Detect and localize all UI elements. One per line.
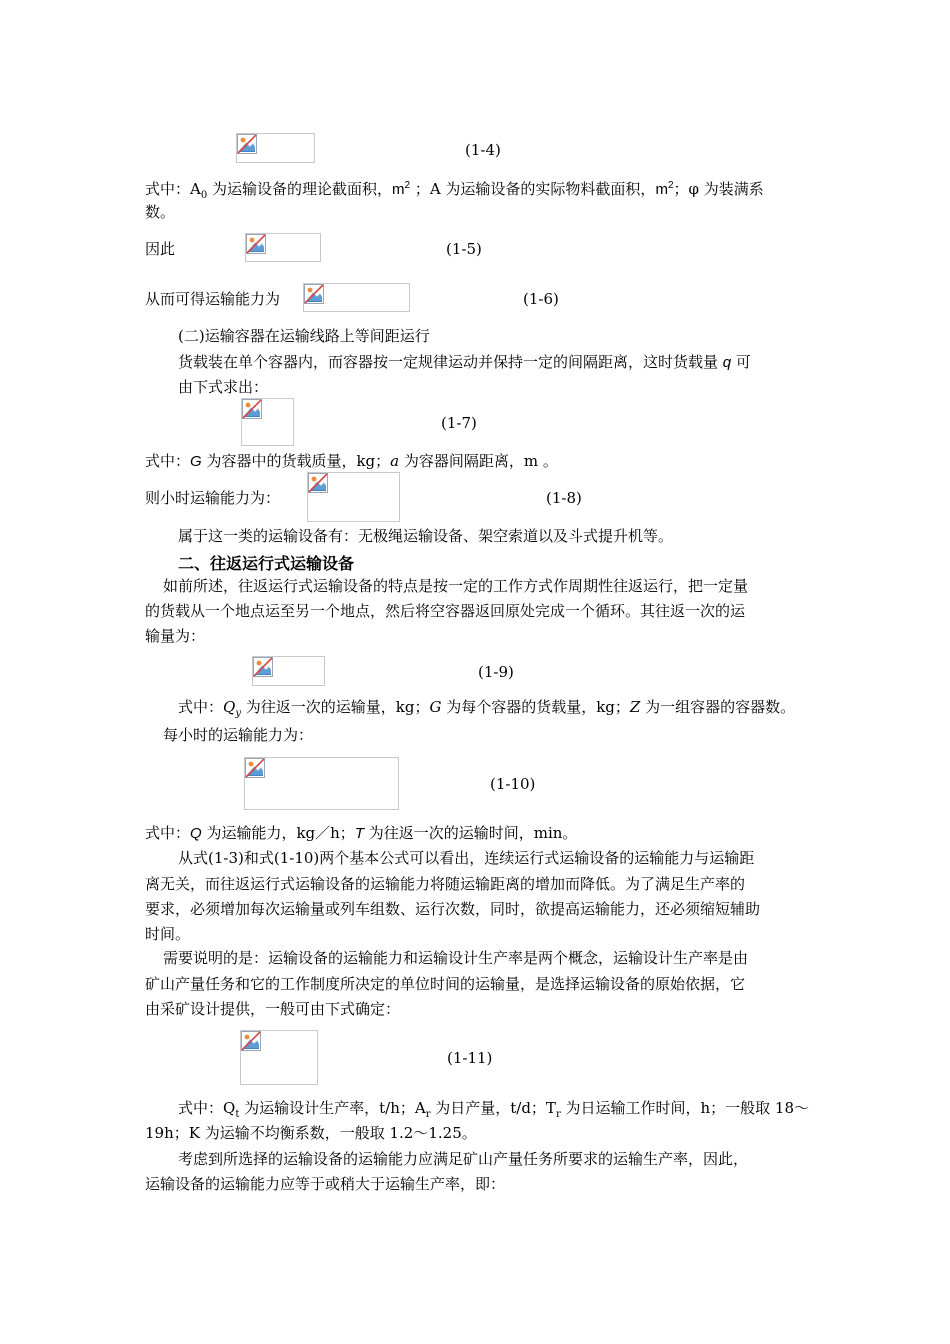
paragraph-line: 属于这一类的运输设备有：无极绳运输设备、架空索道以及斗式提升机等。	[178, 527, 674, 545]
equation-number-1-9: (1-9)	[478, 663, 514, 681]
equation-number-1-10: (1-10)	[490, 775, 536, 793]
paragraph-line: 从而可得运输能力为	[145, 290, 281, 308]
paragraph-line: 输量为：	[145, 627, 206, 645]
equation-number-1-6: (1-6)	[523, 290, 559, 308]
equation-number-1-7: (1-7)	[441, 414, 477, 432]
paragraph-line: 数。	[145, 203, 176, 221]
broken-image-icon	[253, 657, 273, 677]
broken-image-icon	[242, 399, 262, 419]
formula-image-1-8	[307, 472, 400, 522]
equation-number-1-8: (1-8)	[546, 489, 582, 507]
paragraph-line: 式中：Q 为运输能力，kg／h；T 为往返一次的运输时间，min。	[145, 824, 578, 842]
equation-number-1-4: (1-4)	[465, 141, 501, 159]
paragraph-line: 离无关，而往返运行式运输设备的运输能力将随运输距离的增加而降低。为了满足生产率的	[145, 875, 746, 893]
paragraph-line: 考虑到所选择的运输设备的运输能力应满足矿山产量任务所要求的运输生产率，因此，	[178, 1150, 749, 1168]
paragraph-line: 时间。	[145, 925, 191, 943]
paragraph-line: 19h；K 为运输不均衡系数，一般取 1.2～1.25。	[145, 1124, 477, 1142]
equation-number-1-11: (1-11)	[447, 1049, 493, 1067]
paragraph-line: 式中：$A_0$ 为运输设备的理论截面积，$m^2$ ；A 为运输设备的实际物料截面积，$m^2$；φ 为装满系	[145, 180, 764, 201]
formula-image-1-5	[245, 233, 321, 262]
broken-image-icon	[241, 1031, 261, 1051]
broken-image-icon	[304, 284, 324, 304]
paragraph-line: 货载装在单个容器内，而容器按一定规律运动并保持一定的间隔距离，这时货载量 q 可	[178, 353, 751, 371]
paragraph-line: 要求，必须增加每次运输量或列车组数、运行次数，同时，欲提高运输能力，还必须缩短辅助	[145, 900, 761, 918]
paragraph-line: 式中：$Q_y$ 为往返一次的运输量，kg；G 为每个容器的货载量，kg；Z 为一组容器的容器数。	[178, 698, 796, 719]
paragraph-line: 由下式求出：	[178, 378, 269, 396]
formula-image-1-7	[241, 398, 294, 446]
paragraph-line: 则小时运输能力为：	[145, 489, 281, 507]
formula-image-1-4	[236, 133, 315, 163]
paragraph-line: 运输设备的运输能力应等于或稍大于运输生产率，即：	[145, 1175, 506, 1193]
formula-image-1-6	[303, 283, 410, 312]
subsection-title: (二)运输容器在运输线路上等间距运行	[178, 327, 430, 345]
paragraph-line: 因此	[145, 240, 176, 258]
paragraph-line: 每小时的运输能力为：	[163, 726, 314, 744]
paragraph-line: 从式(1-3)和式(1-10)两个基本公式可以看出，连续运行式运输设备的运输能力与运输距	[178, 849, 755, 867]
paragraph-line: 需要说明的是：运输设备的运输能力和运输设计生产率是两个概念，运输设计生产率是由	[163, 949, 749, 967]
broken-image-icon	[308, 473, 328, 493]
formula-image-1-11	[240, 1030, 318, 1085]
section-heading: 二、往返运行式运输设备	[178, 554, 355, 573]
paragraph-line: 的货载从一个地点运至另一个地点，然后将空容器返回原处完成一个循环。其往返一次的运	[145, 602, 746, 620]
formula-image-1-9	[252, 656, 325, 686]
broken-image-icon	[237, 134, 257, 154]
paragraph-line: 式中：$Q_t$ 为运输设计生产率，t/h；$A_r$ 为日产量，t/d；$T_r$ 为日运输工作时间，h；一般取 18～	[178, 1099, 810, 1120]
equation-number-1-5: (1-5)	[446, 240, 482, 258]
paragraph-line: 矿山产量任务和它的工作制度所决定的单位时间的运输量，是选择运输设备的原始依据，它	[145, 975, 746, 993]
paragraph-line: 由采矿设计提供，一般可由下式确定：	[145, 1000, 401, 1018]
paragraph-line: 式中：G 为容器中的货载质量，kg；a 为容器间隔距离，m 。	[145, 452, 558, 470]
formula-image-1-10	[244, 757, 399, 810]
broken-image-icon	[246, 234, 266, 254]
paragraph-line: 如前所述，往返运行式运输设备的特点是按一定的工作方式作周期性往返运行，把一定量	[163, 577, 749, 595]
broken-image-icon	[245, 758, 265, 778]
